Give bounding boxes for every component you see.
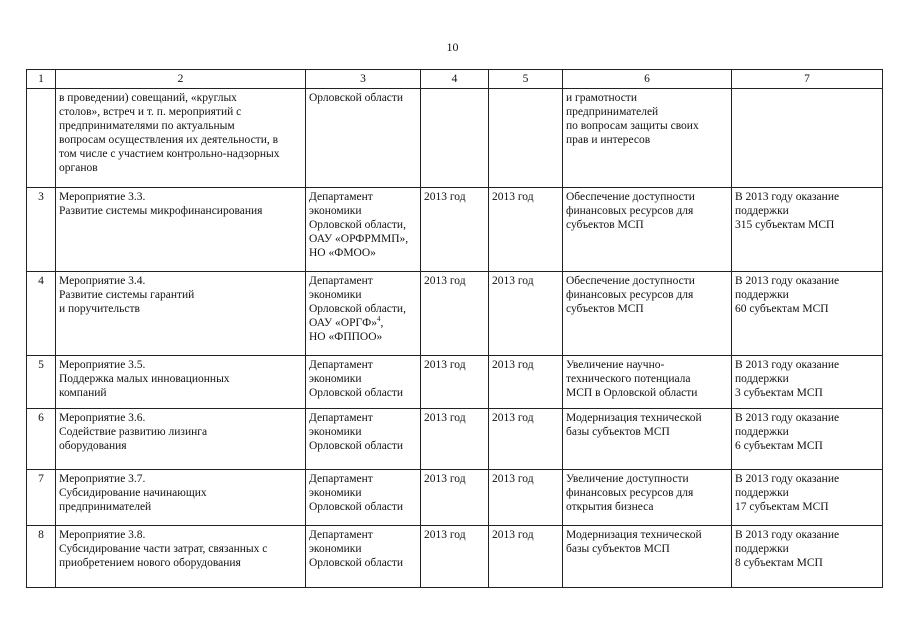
- row-number: 4: [27, 272, 56, 356]
- result-cell: Увеличение научно- технического потенциала МСП в Орловской области: [563, 356, 732, 409]
- executor-cell: Орловской области: [306, 89, 421, 188]
- row-number: 8: [27, 526, 56, 588]
- row-number: 5: [27, 356, 56, 409]
- row-number: 6: [27, 409, 56, 470]
- result-cell: Обеспечение доступности финансовых ресурсов для субъектов МСП: [563, 188, 732, 272]
- start-cell: [421, 89, 489, 188]
- result-cell: и грамотности предпринимателей по вопросам защиты своих прав и интересов: [563, 89, 732, 188]
- executor-cell: Департамент экономики Орловской области: [306, 470, 421, 526]
- row-number: 3: [27, 188, 56, 272]
- event-cell: Мероприятие 3.6. Содействие развитию лизинга оборудования: [56, 409, 306, 470]
- result-cell: Модернизация технической базы субъектов МСП: [563, 526, 732, 588]
- result-cell: Модернизация технической базы субъектов МСП: [563, 409, 732, 470]
- program-table: [26, 69, 883, 588]
- start-cell: 2013 год: [421, 409, 489, 470]
- header-cell-4: 4: [421, 70, 489, 89]
- start-cell: 2013 год: [421, 272, 489, 356]
- row-number: 7: [27, 470, 56, 526]
- row-number: [27, 89, 56, 188]
- executor-cell: Департамент экономики Орловской области: [306, 356, 421, 409]
- header-cell-5: 5: [489, 70, 563, 89]
- executor-cell: Департамент экономики Орловской области: [306, 526, 421, 588]
- table-row: [27, 409, 883, 470]
- event-cell: Мероприятие 3.4. Развитие системы гарантий и поручительств: [56, 272, 306, 356]
- end-cell: 2013 год: [489, 470, 563, 526]
- event-cell: Мероприятие 3.8. Субсидирование части затрат, связанных с приобретением нового оборудования: [56, 526, 306, 588]
- executor-cell: Департамент экономики Орловской области, ОАУ «ОРФРММП», НО «ФМОО»: [306, 188, 421, 272]
- end-cell: 2013 год: [489, 188, 563, 272]
- table-row: [27, 356, 883, 409]
- table-row: [27, 272, 883, 356]
- start-cell: 2013 год: [421, 470, 489, 526]
- header-cell-3: 3: [306, 70, 421, 89]
- end-cell: 2013 год: [489, 409, 563, 470]
- indicator-cell: [732, 89, 883, 188]
- end-cell: 2013 год: [489, 272, 563, 356]
- indicator-cell: В 2013 году оказание поддержки 8 субъектам МСП: [732, 526, 883, 588]
- end-cell: 2013 год: [489, 526, 563, 588]
- event-cell: Мероприятие 3.3. Развитие системы микрофинансирования: [56, 188, 306, 272]
- table-row: [27, 188, 883, 272]
- header-cell-7: 7: [732, 70, 883, 89]
- start-cell: 2013 год: [421, 356, 489, 409]
- result-cell: Обеспечение доступности финансовых ресурсов для субъектов МСП: [563, 272, 732, 356]
- footnote-marker: 4: [376, 315, 381, 324]
- indicator-cell: В 2013 году оказание поддержки 6 субъектам МСП: [732, 409, 883, 470]
- header-row: [27, 70, 883, 89]
- page-number: 10: [446, 40, 459, 54]
- table-row: [27, 526, 883, 588]
- start-cell: 2013 год: [421, 188, 489, 272]
- executor-text-tail: , НО «ФППОО»: [309, 317, 384, 343]
- start-cell: 2013 год: [421, 526, 489, 588]
- executor-cell: [306, 272, 421, 356]
- table-row: [27, 89, 883, 188]
- header-cell-1: 1: [27, 70, 56, 89]
- indicator-cell: В 2013 году оказание поддержки 3 субъектам МСП: [732, 356, 883, 409]
- result-cell: Увеличение доступности финансовых ресурсов для открытия бизнеса: [563, 470, 732, 526]
- end-cell: [489, 89, 563, 188]
- indicator-cell: В 2013 году оказание поддержки 60 субъектам МСП: [732, 272, 883, 356]
- indicator-cell: В 2013 году оказание поддержки 315 субъектам МСП: [732, 188, 883, 272]
- event-cell: в проведении) совещаний, «круглых столов», встреч и т. п. мероприятий с предпринимателями по актуальным вопросам осуществления их деятельности, в том числе с участием контрольно-надзорных органов: [56, 89, 306, 188]
- event-cell: Мероприятие 3.5. Поддержка малых инновационных компаний: [56, 356, 306, 409]
- executor-cell: Департамент экономики Орловской области: [306, 409, 421, 470]
- header-cell-6: 6: [563, 70, 732, 89]
- header-cell-2: 2: [56, 70, 306, 89]
- executor-text: Департамент экономики Орловской области, ОАУ «ОРГФ»: [309, 275, 406, 329]
- indicator-cell: В 2013 году оказание поддержки 17 субъектам МСП: [732, 470, 883, 526]
- event-cell: Мероприятие 3.7. Субсидирование начинающих предпринимателей: [56, 470, 306, 526]
- end-cell: 2013 год: [489, 356, 563, 409]
- table-row: [27, 470, 883, 526]
